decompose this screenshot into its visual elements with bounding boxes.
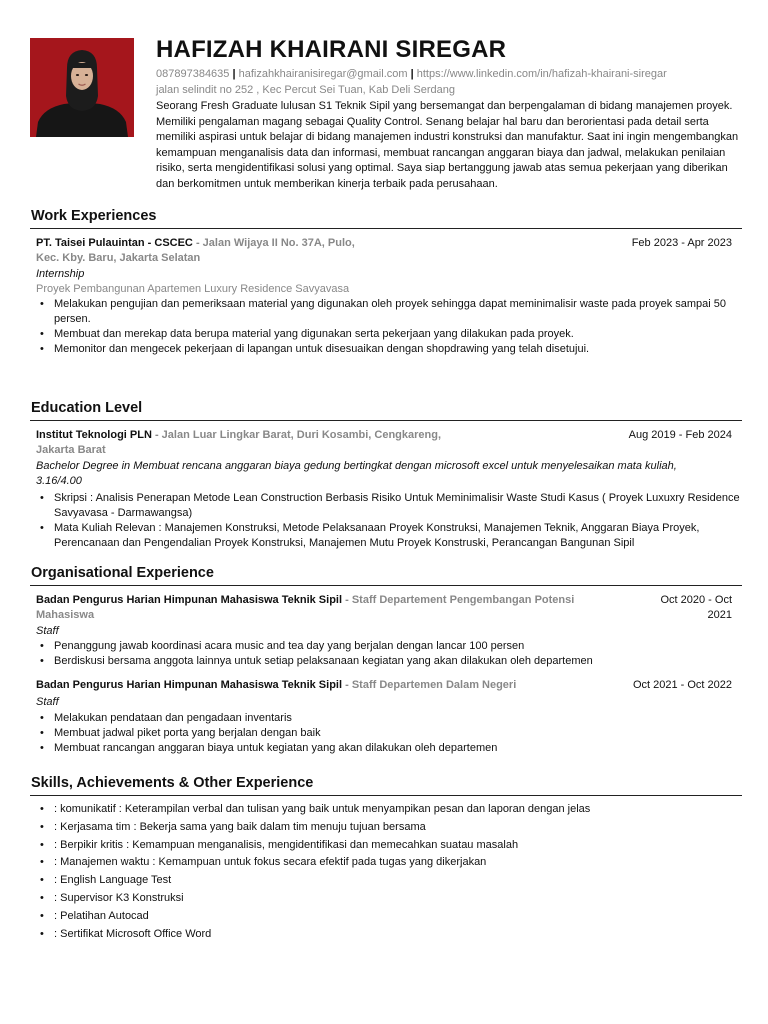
address: jalan selindit no 252 , Kec Percut Sei Tuan, Kab Deli Serdang bbox=[156, 84, 456, 96]
bullet-list bbox=[36, 297, 742, 357]
profile-summary: Seorang Fresh Graduate lulusan S1 Teknik Sipil yang bersemangat dan berpengalaman di bidang manajemen proyek. Memiliki pengalaman magang sebagai Quality Control. Senang belajar hal baru dan berorientasi pada detail serta memiliki aspirasi untuk belajar di bidang manajemen industri konstruksi dan manufaktur. Saat ini ingin mengembangkan kemampuan menganalisis data dan informasi, membuat rancangan anggaran biaya dan jadwal, melakukan penilaian risiko, serta mengidentifikasi solusi yang optimal. Saya siap bertanggung jawab atas semua pekerjaan yang diberikan dan berkomitmen untuk memberikan kinerja terbaik pada perusahaan. bbox=[156, 100, 739, 190]
linkedin-link[interactable]: https://www.linkedin.com/in/hafizah-khairani-siregar bbox=[416, 68, 667, 80]
section-title: Work Experiences bbox=[30, 207, 742, 229]
bullet-list bbox=[36, 639, 742, 669]
skill-item: • : Supervisor K3 Konstruksi bbox=[36, 890, 742, 908]
bullet-list bbox=[36, 711, 742, 756]
entry-role: Staff bbox=[36, 625, 59, 637]
skill-item: • : English Language Test bbox=[36, 872, 742, 890]
organization-location: - Jalan Wijaya II No. 37A, Pulo, Kec. Kby. Baru, Jakarta Selatan bbox=[36, 237, 355, 264]
contact-line bbox=[156, 67, 667, 82]
list-item: • Skripsi : Analisis Penerapan Metode Lean Construction Berbasis Risiko Untuk Meminimalisir Waste Studi Kasus ( Proyek Luxuxry Residence Savyavasa - Darmawangsa) bbox=[36, 491, 742, 521]
skill-item: • : Sertifikat Microsoft Office Word bbox=[36, 926, 742, 944]
phone-number[interactable]: 087897384635 bbox=[156, 68, 230, 80]
list-item: • Melakukan pendataan dan pengadaan inventaris bbox=[36, 711, 742, 726]
section-title: Organisational Experience bbox=[30, 564, 742, 586]
list-item: • Berdiskusi bersama anggota lainnya untuk setiap pelaksanaan kegiatan yang akan dilakukan oleh departemen bbox=[36, 654, 742, 669]
candidate-name: HAFIZAH KHAIRANI SIREGAR bbox=[156, 36, 507, 63]
skills-section bbox=[30, 774, 742, 943]
entry-date: Oct 2020 - Oct 2021 bbox=[660, 594, 732, 621]
skill-item: • : Pelatihan Autocad bbox=[36, 908, 742, 926]
separator: | bbox=[232, 68, 236, 80]
entry-date: Aug 2019 - Feb 2024 bbox=[628, 429, 732, 441]
education-entry bbox=[30, 428, 742, 551]
list-item: • Membuat dan merekap data berupa material yang digunakan serta pekerjaan yang dilakukan pada proyek. bbox=[36, 327, 742, 342]
entry-header bbox=[36, 428, 742, 458]
section-title: Education Level bbox=[30, 399, 742, 421]
education-section bbox=[30, 399, 742, 551]
profile-photo bbox=[30, 38, 134, 137]
entry-project: Proyek Pembangunan Apartemen Luxury Residence Savyavasa bbox=[36, 283, 350, 295]
entry-header bbox=[36, 236, 742, 266]
organization-name: Badan Pengurus Harian Himpunan Mahasiswa Teknik Sipil bbox=[36, 594, 343, 606]
organisation-section bbox=[30, 564, 742, 756]
list-item: • Mata Kuliah Relevan : Manajemen Konstruksi, Metode Pelaksanaan Proyek Konstruksi, Manajemen Teknik, Anggaran Biaya Proyek, Perencanaan dan Pengendalian Proyek Konstruksi, Manajemen Mutu Proyek Konstruski, Perancangan Bangunan Sipil bbox=[36, 521, 742, 551]
list-item: • Melakukan pengujian dan pemeriksaan material yang digunakan oleh proyek sehingga dapat meminimalisir waste pada proyek sampai 50 persen. bbox=[36, 297, 742, 327]
institution-location: - Jalan Luar Lingkar Barat, Duri Kosambi, Cengkareng, Jakarta Barat bbox=[36, 429, 442, 456]
entry-role: Internship bbox=[36, 268, 85, 280]
skill-item: • : Kerjasama tim : Bekerja sama yang baik dalam tim menuju tujuan bersama bbox=[36, 819, 742, 837]
skill-item: • : Berpikir kritis : Kemampuan menganalisis, mengidentifikasi dan memecahkan suatau masalah bbox=[36, 837, 742, 855]
organisation-entry bbox=[30, 678, 742, 756]
organisation-entry bbox=[30, 593, 742, 669]
organization-position: - Staff Departemen Dalam Negeri bbox=[342, 679, 517, 691]
work-entry bbox=[30, 236, 742, 357]
bullet-list bbox=[36, 491, 742, 551]
email-link[interactable]: hafizahkhairanisiregar@gmail.com bbox=[238, 68, 408, 80]
section-title: Skills, Achievements & Other Experience bbox=[30, 774, 742, 796]
work-section bbox=[30, 207, 742, 357]
entry-role: Staff bbox=[36, 696, 59, 708]
entry-date: Oct 2021 - Oct 2022 bbox=[632, 679, 732, 691]
organization-name: Badan Pengurus Harian Himpunan Mahasiswa Teknik Sipil bbox=[36, 679, 343, 691]
degree: Bachelor Degree in Membuat rencana anggaran biaya gedung bertingkat dengan microsoft excel untuk menyelesaikan mata kuliah, 3.16/4.00 bbox=[36, 460, 677, 487]
entry-header bbox=[36, 678, 742, 693]
list-item: • Penanggung jawab koordinasi acara music and tea day yang berjalan dengan lancar 100 persen bbox=[36, 639, 742, 654]
list-item: • Membuat rancangan anggaran biaya untuk kegiatan yang akan dilakukan oleh departemen bbox=[36, 741, 742, 756]
skill-item: • : Manajemen waktu : Kemampuan untuk fokus secara efektif pada tugas yang dikerjakan bbox=[36, 854, 742, 872]
list-item: • Memonitor dan mengecek pekerjaan di lapangan untuk disesuaikan dengan shopdrawing yang telah disetujui. bbox=[36, 342, 742, 357]
organization-name: PT. Taisei Pulauintan - CSCEC bbox=[36, 237, 193, 249]
separator: | bbox=[410, 68, 414, 80]
institution-name: Institut Teknologi PLN bbox=[36, 429, 152, 441]
list-item: • Membuat jadwal piket porta yang berjalan dengan baik bbox=[36, 726, 742, 741]
entry-header bbox=[36, 593, 742, 623]
organization-position: - Staff Departement Pengembangan Potensi Mahasiswa bbox=[36, 594, 575, 621]
skills-list bbox=[30, 801, 742, 943]
entry-date: Feb 2023 - Apr 2023 bbox=[631, 237, 732, 249]
skill-item: • : komunikatif : Keterampilan verbal dan tulisan yang baik untuk menyampikan pesan dan laporan dengan jelas bbox=[36, 801, 742, 819]
